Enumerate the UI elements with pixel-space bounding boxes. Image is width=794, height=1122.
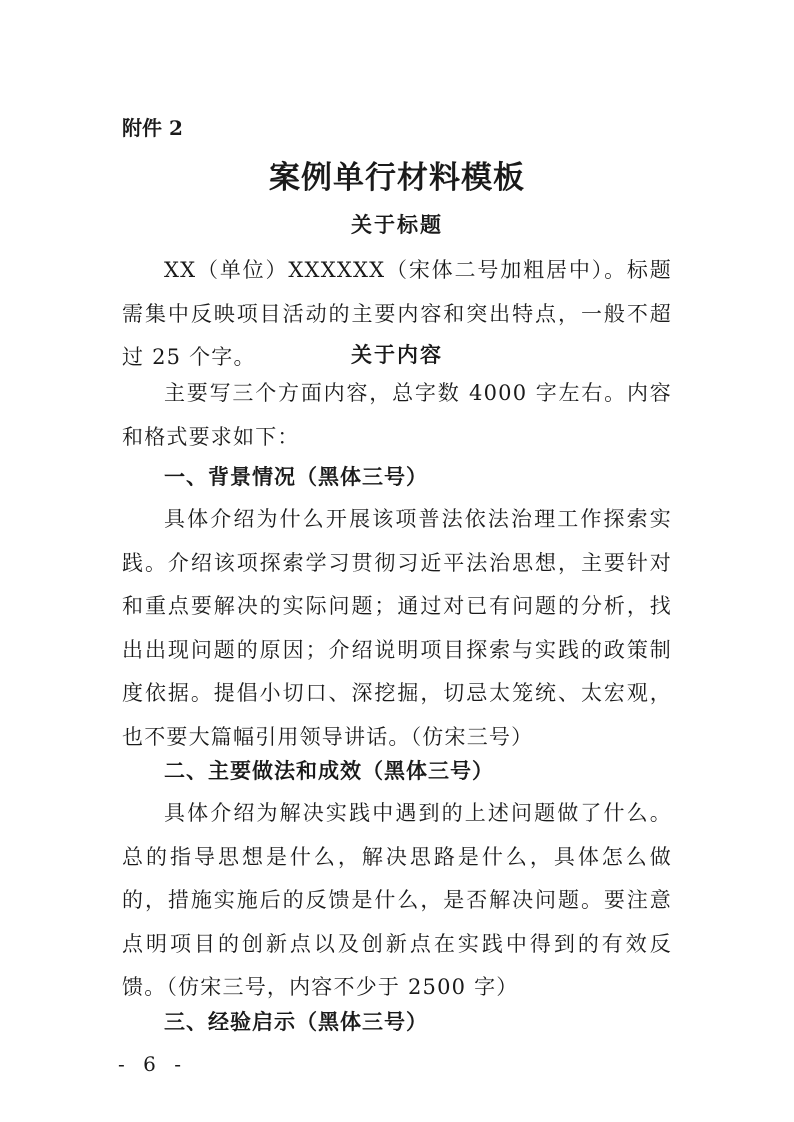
heading-about-title: 关于标题 <box>351 212 443 237</box>
document-title: 案例单行材料模板 <box>269 160 525 196</box>
part-2-text: 具体介绍为解决实践中遇到的上述问题做了什么。总的指导思想是什么，解决思路是什么，具体怎么做的，措施实施后的反馈是什么，是否解决问题。要注意点明项目的创新点以及创新点在实践中得到的有效反馈。（仿宋三号，内容不少于 2500 字） <box>122 801 672 999</box>
part-1-text: 具体介绍为什么开展该项普法依法治理工作探索实践。介绍该项探索学习贯彻习近平法治思想，主要针对和重点要解决的实际问题；通过对已有问题的分析，找出出现问题的原因；介绍说明项目探索与实践的政策制度依据。提倡小切口、深挖掘，切忌太笼统、太宏观，也不要大篇幅引用领导讲话。（仿宋三号） <box>122 507 672 749</box>
heading-about-content: 关于内容 <box>351 342 443 367</box>
about-content-text: 主要写三个方面内容，总字数 4000 字左右。内容和格式要求如下： <box>122 381 672 449</box>
attachment-label: 附件 2 <box>122 116 183 140</box>
part-3-heading: 三、经验启示（黑体三号） <box>164 1010 428 1034</box>
part-1-heading: 一、背景情况（黑体三号） <box>164 465 428 489</box>
page-number: - 6 - <box>118 1052 187 1076</box>
part-2-heading: 二、主要做法和成效（黑体三号） <box>164 759 494 783</box>
about-title-text: XX（单位）XXXXXX（宋体二号加粗居中）。标题需集中反映项目活动的主要内容和突出特点，一般不超过 25 个字。 <box>122 258 672 369</box>
